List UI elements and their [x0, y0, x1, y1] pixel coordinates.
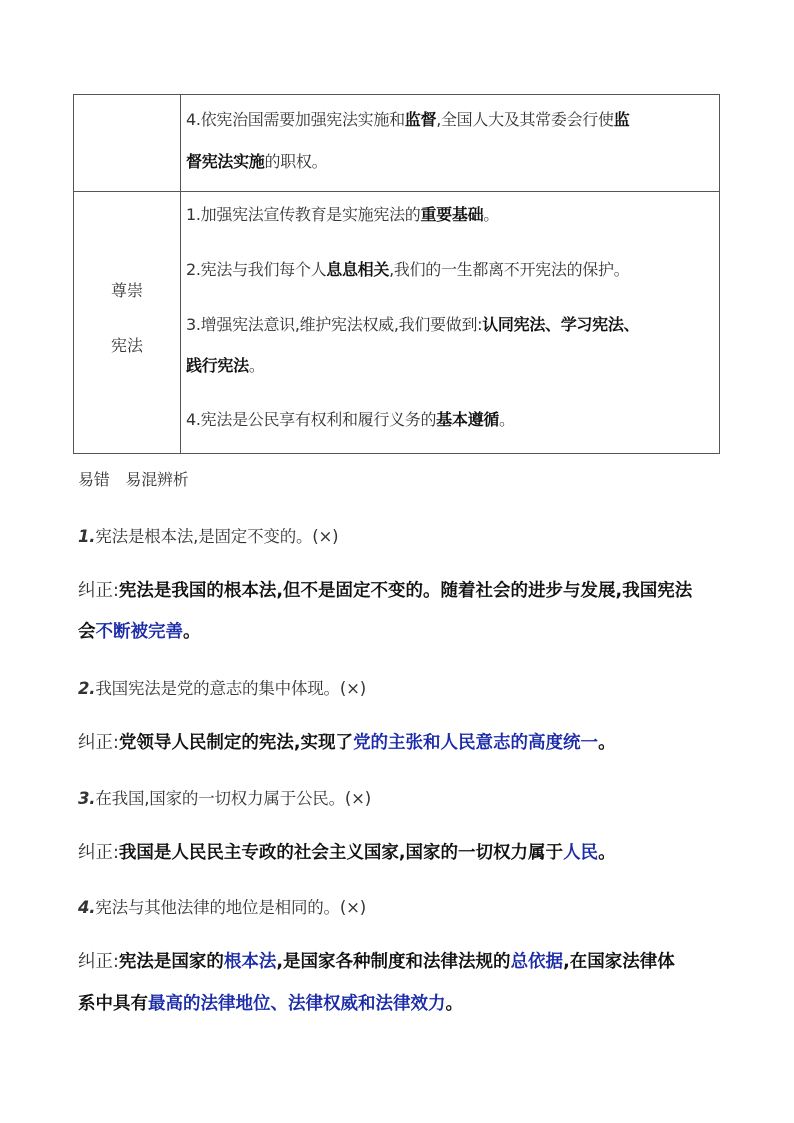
topic-line: 宪法: [110, 336, 143, 355]
table-row: [74, 192, 719, 454]
correction-line: 会不断被完善。: [78, 622, 201, 642]
statement-line: 1.宪法是根本法,是固定不变的。(×): [78, 527, 339, 546]
statement-line: 3.在我国,国家的一切权力属于公民。(×): [78, 789, 372, 808]
content-line: 3.增强宪法意识,维护宪法权威,我们要做到:认同宪法、学习宪法、: [186, 315, 640, 334]
correction-line: 纠正:党领导人民制定的宪法,实现了党的主张和人民意志的高度统一。: [78, 733, 616, 753]
correction-line: 纠正:宪法是国家的根本法,是国家各种制度和法律法规的总依据,在国家法律体: [78, 952, 675, 972]
section-heading: 易错 易混辨析: [78, 470, 189, 489]
topic-cell: [74, 192, 181, 454]
content-line: 4.依宪治国需要加强宪法实施和监督,全国人大及其常委会行使监: [186, 110, 630, 129]
content-cell: [181, 95, 719, 191]
content-line: 2.宪法与我们每个人息息相关,我们的一生都离不开宪法的保护。: [186, 260, 630, 279]
correction-line: 纠正:我国是人民民主专政的社会主义国家,国家的一切权力属于人民。: [78, 843, 616, 863]
statement-line: 4.宪法与其他法律的地位是相同的。(×): [78, 898, 366, 917]
table-row: [74, 95, 719, 192]
content-line: 1.加强宪法宣传教育是实施宪法的重要基础。: [186, 205, 499, 224]
content-line: 践行宪法。: [186, 356, 265, 375]
correction-line: 纠正:宪法是我国的根本法,但不是固定不变的。随着社会的进步与发展,我国宪法: [78, 581, 693, 601]
knowledge-table: [73, 94, 720, 454]
content-line: 督宪法实施的职权。: [186, 152, 328, 171]
topic-cell-empty: [74, 95, 181, 191]
content-cell: [181, 192, 719, 454]
content-line: 4.宪法是公民享有权利和履行义务的基本遵循。: [186, 410, 515, 429]
topic-line: 尊崇: [110, 281, 143, 300]
statement-line: 2.我国宪法是党的意志的集中体现。(×): [78, 679, 366, 698]
correction-line: 系中具有最高的法律地位、法律权威和法律效力。: [78, 994, 463, 1014]
